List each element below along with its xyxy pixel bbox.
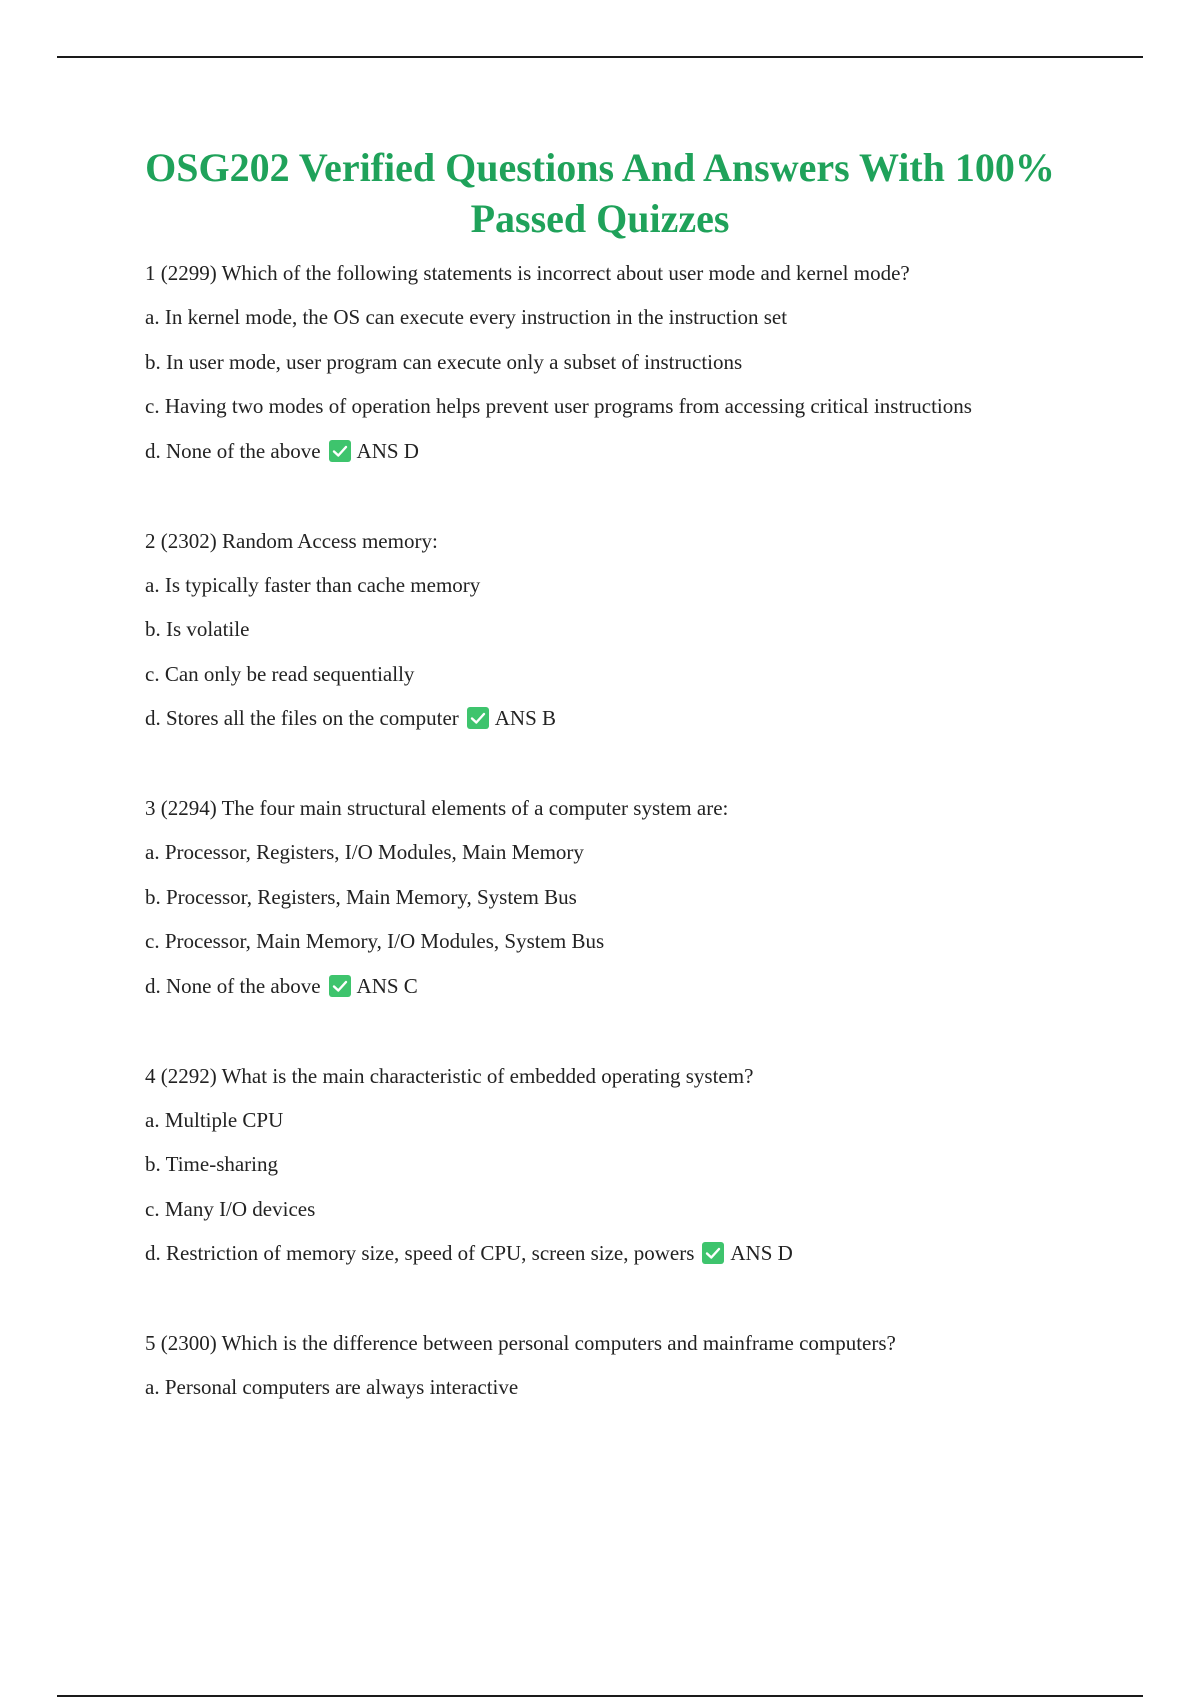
question-4 bbox=[145, 1063, 1145, 1267]
option-d-with-answer bbox=[145, 438, 1145, 464]
question-text: 3 (2294) The four main structural elements of a computer system are: bbox=[145, 796, 729, 820]
option-d: d. Restriction of memory size, speed of CPU, screen size, powers bbox=[145, 1241, 695, 1265]
option-a: a. In kernel mode, the OS can execute every instruction in the instruction set bbox=[145, 305, 788, 329]
check-icon bbox=[329, 975, 351, 997]
page-title bbox=[100, 142, 1100, 244]
question-text: 4 (2292) What is the main characteristic of embedded operating system? bbox=[145, 1063, 754, 1088]
option-d: d. Stores all the files on the computer bbox=[145, 706, 459, 730]
option-d-with-answer bbox=[145, 705, 1145, 731]
answer-label: ANS D bbox=[356, 438, 419, 463]
question-5 bbox=[145, 1330, 1145, 1400]
question-text: 2 (2302) Random Access memory: bbox=[145, 528, 438, 553]
option-b: b. Is volatile bbox=[145, 617, 250, 641]
answer-label: ANS C bbox=[356, 973, 418, 998]
question-list bbox=[145, 260, 1145, 1464]
option-c: c. Can only be read sequentially bbox=[145, 661, 415, 686]
bottom-rule bbox=[57, 1695, 1143, 1697]
answer-label: ANS B bbox=[494, 706, 557, 730]
option-b: b. In user mode, user program can execute only a subset of instructions bbox=[145, 349, 743, 374]
option-c: c. Many I/O devices bbox=[145, 1196, 316, 1221]
question-text: 1 (2299) Which of the following statements is incorrect about user mode and kernel mode? bbox=[145, 261, 910, 285]
check-icon bbox=[467, 707, 489, 729]
option-b: b. Time-sharing bbox=[145, 1152, 279, 1176]
option-d-with-answer bbox=[145, 973, 1145, 999]
question-2 bbox=[145, 528, 1145, 732]
option-d: d. None of the above bbox=[145, 438, 321, 463]
option-b: b. Processor, Registers, Main Memory, System Bus bbox=[145, 884, 577, 909]
top-rule bbox=[57, 56, 1143, 58]
title-line-1: OSG202 Verified Questions And Answers With 100% bbox=[145, 145, 1055, 190]
option-c: c. Processor, Main Memory, I/O Modules, System Bus bbox=[145, 929, 605, 953]
option-a: a. Processor, Registers, I/O Modules, Main Memory bbox=[145, 840, 584, 864]
option-c: c. Having two modes of operation helps prevent user programs from accessing critical instructions bbox=[145, 394, 972, 418]
option-a: a. Personal computers are always interactive bbox=[145, 1375, 519, 1399]
answer-label: ANS D bbox=[730, 1241, 793, 1265]
question-1 bbox=[145, 260, 1145, 464]
option-a: a. Multiple CPU bbox=[145, 1107, 284, 1132]
question-3 bbox=[145, 795, 1145, 999]
option-d: d. None of the above bbox=[145, 973, 321, 998]
title-line-2: Passed Quizzes bbox=[470, 196, 730, 241]
check-icon bbox=[329, 440, 351, 462]
question-text: 5 (2300) Which is the difference between personal computers and mainframe computers? bbox=[145, 1331, 896, 1355]
check-icon bbox=[702, 1242, 724, 1264]
option-d-with-answer bbox=[145, 1240, 1145, 1266]
option-a: a. Is typically faster than cache memory bbox=[145, 572, 481, 597]
